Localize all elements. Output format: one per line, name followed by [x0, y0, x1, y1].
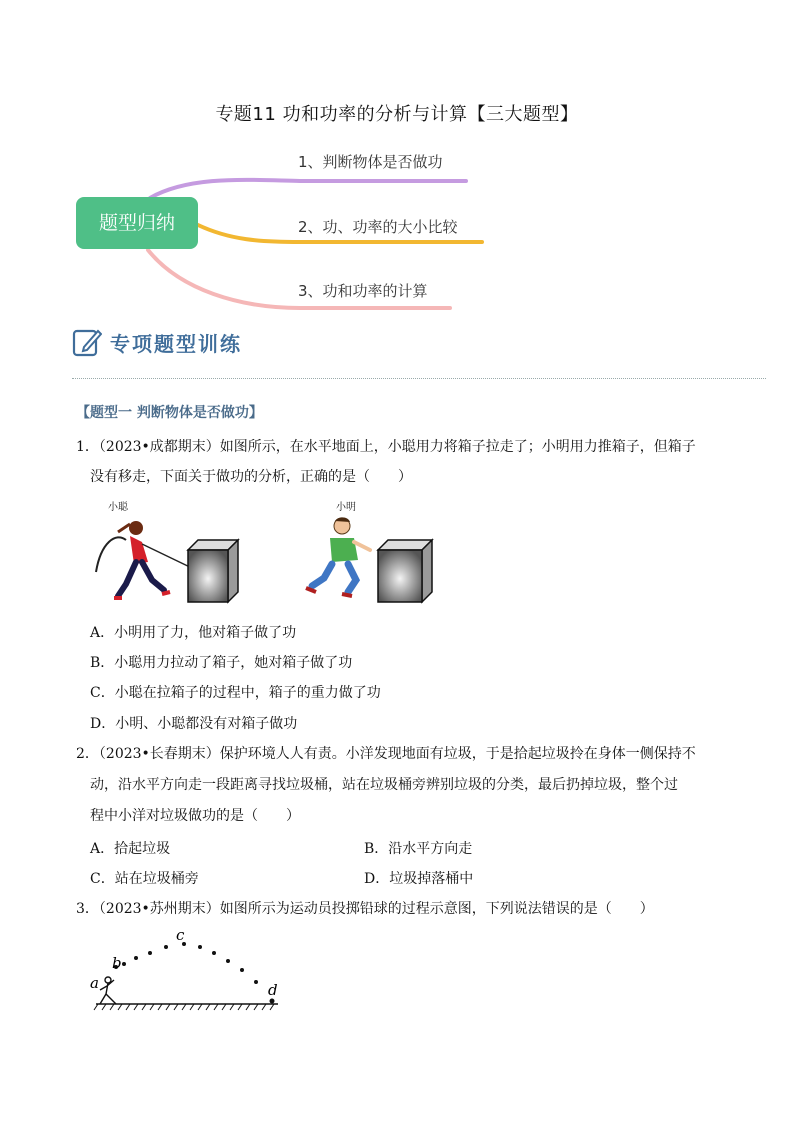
- q2-option-d: D．垃圾掉落桶中: [364, 871, 474, 887]
- q2-line-3: 程中小洋对垃圾做功的是（ ）: [90, 808, 300, 824]
- group-heading: 【题型一 判断物体是否做功】: [76, 405, 263, 421]
- q1-option-c: C．小聪在拉箱子的过程中，箱子的重力做了功: [90, 685, 381, 701]
- point-a-label: a: [90, 974, 99, 992]
- q2-line-1: 2．（2023•长春期末）保护环境人人有责。小洋发现地面有垃圾，于是拾起垃圾拎在身体一侧保持不: [76, 746, 696, 762]
- point-c-label: c: [176, 926, 185, 944]
- mindmap-branch-1: 1、判断物体是否做功: [298, 153, 443, 171]
- trajectory-dots: [114, 942, 275, 1004]
- q2-line-2: 动，沿水平方向走一段距离寻找垃圾桶，站在垃圾桶旁辨别垃圾的分类，最后扔掉垃圾，整个过: [90, 777, 678, 793]
- q2-option-c: C．站在垃圾桶旁: [90, 871, 199, 887]
- q1-figure: [86, 512, 446, 610]
- mindmap-branch-3: 3、功和功率的计算: [298, 282, 428, 300]
- q3-line-1: 3．（2023•苏州期末）如图所示为运动员投掷铅球的过程示意图，下列说法错误的是（ ）: [76, 901, 654, 917]
- thrower-figure: [100, 977, 116, 1004]
- page-title: 专题11 功和功率的分析与计算【三大题型】: [215, 104, 579, 125]
- q1-line-1: 1．（2023•成都期末）如图所示，在水平地面上，小聪用力将箱子拉走了；小明用力推箱子，但箱子: [76, 439, 696, 455]
- mindmap-branch-2: 2、功、功率的大小比较: [298, 218, 458, 236]
- q3-figure: [86, 924, 286, 1014]
- q1-option-a: A．小明用了力，他对箱子做了功: [90, 625, 297, 641]
- q2-option-a: A．拾起垃圾: [90, 841, 171, 857]
- point-d-label: d: [268, 981, 278, 999]
- section-heading: [72, 326, 242, 358]
- branch-line-1: [150, 180, 466, 198]
- fig-label-left: 小聪: [108, 502, 128, 513]
- boy-figure: [306, 517, 370, 596]
- q2-option-b: B．沿水平方向走: [364, 841, 473, 857]
- q1-option-d: D．小明、小聪都没有对箱子做功: [90, 716, 298, 732]
- q1-line-2: 没有移走，下面关于做功的分析，正确的是（ ）: [90, 469, 412, 485]
- edit-icon: [72, 327, 102, 357]
- mindmap-center: 题型归纳: [76, 197, 198, 249]
- divider: [72, 378, 766, 379]
- box-1: [188, 540, 238, 602]
- fig-label-right: 小明: [336, 502, 356, 513]
- section-title: 专项题型训练: [110, 331, 242, 356]
- girl-figure: [96, 521, 170, 598]
- box-2: [378, 540, 432, 602]
- q1-option-b: B．小聪用力拉动了箱子，她对箱子做了功: [90, 655, 353, 671]
- point-b-label: b: [112, 954, 122, 972]
